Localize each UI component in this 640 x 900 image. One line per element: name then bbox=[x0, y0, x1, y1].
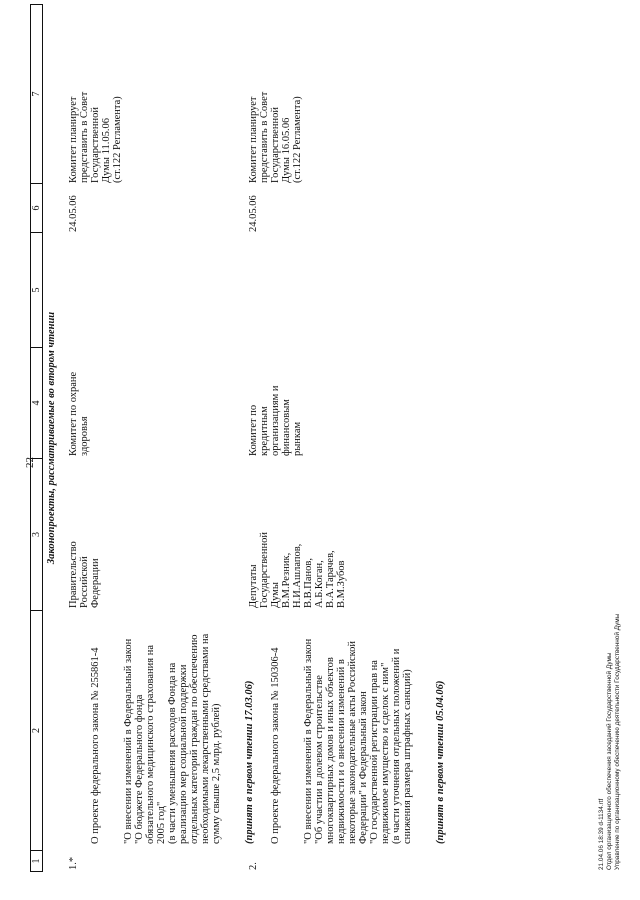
row-1-number: 1.* bbox=[68, 856, 79, 870]
column-header-6: 6 bbox=[31, 183, 42, 232]
row-2-bill-body: "О внесении изменений в Федеральный закон "Об участии в долевом строительстве многоквартирных домов и иных объектов недвижимости и о внесении изменений в некоторые законодательные акты Российской Федерации" и Федеральный закон "О государственной регистрации прав на недвижимое имущество и сделок с ним" (в части уточнения отдельных положений и снижения размера штрафных санкций) bbox=[303, 638, 413, 844]
row-1-committee: Комитет по охране здоровья bbox=[68, 371, 90, 456]
row-2-first-reading: (принят в первом чтении 05.04.06) bbox=[435, 680, 446, 844]
column-header-7: 7 bbox=[31, 91, 42, 97]
row-1-date: 24.05.06 bbox=[68, 195, 79, 232]
section-title: Законопроекты, рассматриваемые во втором чтении bbox=[46, 311, 57, 565]
footer-file-info: 21.04.06 18:39 d-1134.rtf bbox=[598, 798, 605, 870]
table-header-row bbox=[30, 4, 43, 872]
column-header-3: 3 bbox=[31, 458, 42, 610]
row-1-first-reading: (принят в первом чтении 17.03.06) bbox=[244, 680, 255, 844]
column-header-4: 4 bbox=[31, 347, 42, 458]
row-2-description bbox=[248, 639, 468, 844]
document-footer bbox=[598, 614, 622, 870]
row-2-note: Комитет планирует представить в Совет Государственной Думы 16.05.06 (ст.122 Регламента) bbox=[248, 91, 303, 183]
row-1-description bbox=[68, 634, 277, 844]
row-2-bill-title: О проекте федерального закона № 150306-4 bbox=[270, 647, 281, 844]
column-header-1: 1 bbox=[31, 850, 42, 871]
page-number: 22 bbox=[24, 457, 36, 468]
column-header-2: 2 bbox=[31, 610, 42, 850]
row-2-committee: Комитет по кредитным организациям и финансовым рынкам bbox=[248, 385, 303, 456]
row-2-number: 2. bbox=[248, 862, 259, 870]
row-1-bill-body: "О внесении изменений в Федеральный закон "О бюджете Федерального фонда обязательного медицинского страхования на 2005 год" (в части уменьшения расходов Фонда на реализацию мер социальной поддержки отдельных категорий граждан по обеспечению необходимыми лекарственными средствами на сумму свыше 2,5 млрд. рублей) bbox=[123, 633, 222, 844]
footer-directorate: Управление по организационному обеспечению деятельности Государственной Думы bbox=[614, 613, 621, 870]
column-header-5: 5 bbox=[31, 232, 42, 347]
row-1-author: Правительство Российской Федерации bbox=[68, 541, 101, 608]
row-1-bill-title: О проекте федерального закона № 255861-4 bbox=[90, 647, 101, 844]
row-2-author: Депутаты Государственной Думы В.М.Резник, Н.И.Ашлапов, В.В.Панов, А.Б.Коган, В.А.Тарачев, В.М.Зубов bbox=[248, 532, 347, 608]
footer-department: Отдел организационного обеспечения заседаний Государственной Думы bbox=[606, 652, 613, 870]
row-2-date: 24.05.06 bbox=[248, 195, 259, 232]
row-1-note: Комитет планирует представить в Совет Государственной Думы 11.05.06 (ст.122 Регламента) bbox=[68, 91, 123, 183]
